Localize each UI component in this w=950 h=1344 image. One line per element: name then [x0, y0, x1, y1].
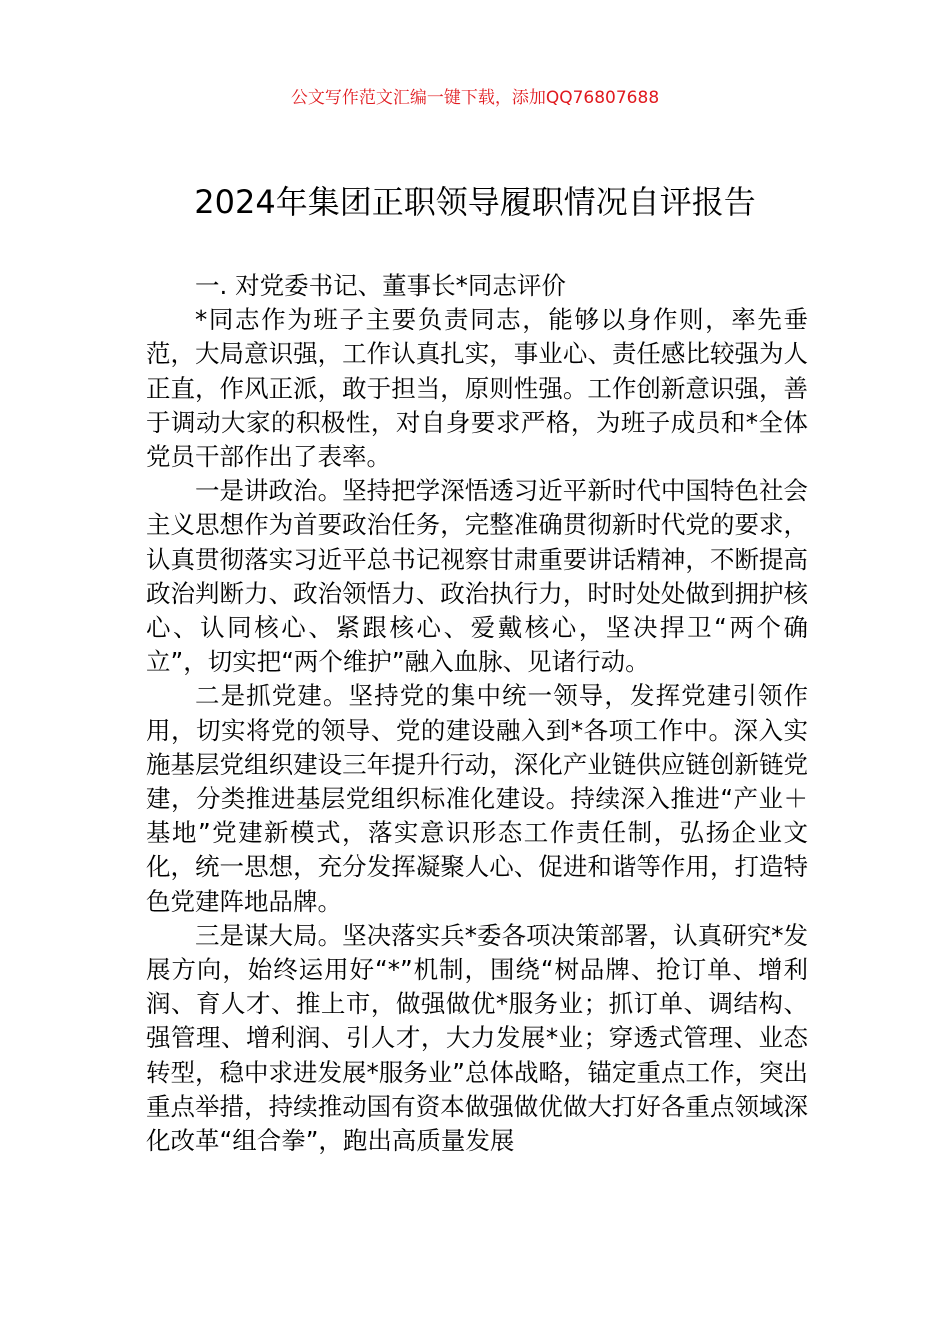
paragraph-party-building: 二是抓党建。坚持党的集中统一领导，发挥党建引领作用，切实将党的领导、党的建设融入到*各项工作中。深入实施基层党组织建设三年提升行动，深化产业链供应链创新链党建，分类推进基层党组织标准化建设。持续深入推进“产业＋基地”党建新模式，落实意识形态工作责任制，弘扬企业文化，统一思想，充分发挥凝聚人心、促进和谐等作用，打造特色党建阵地品牌。 [146, 681, 808, 916]
paragraph-big-picture: 三是谋大局。坚决落实兵*委各项决策部署，认真研究*发展方向，始终运用好“*”机制，围绕“树品牌、抢订单、增利润、育人才、推上市，做强做优*服务业；抓订单、调结构、强管理、增利润、引人才，大力发展*业；穿透式管理、业态转型，稳中求进发展*服务业”总体战略，锚定重点工作，突出重点举措，持续推动国有资本做强做优做大打好各重点领域深化改革“组合拳”，跑出高质量发展 [146, 920, 808, 1156]
paragraph-politics: 一是讲政治。坚持把学深悟透习近平新时代中国特色社会主义思想作为首要政治任务，完整准确贯彻新时代党的要求，认真贯彻落实习近平总书记视察甘肃重要讲话精神，不断提高政治判断力、政治领悟力、政治执行力，时时处处做到拥护核心、认同核心、紧跟核心、爱戴核心，坚决捍卫“两个确立”，切实把“两个维护”融入血脉、见诸行动。 [146, 476, 808, 677]
header-watermark: 公文写作范文汇编一键下载，添加QQ76807688 [290, 88, 660, 108]
section-heading: 一. 对党委书记、董事长*同志评价 [195, 271, 566, 300]
document-title: 2024年集团正职领导履职情况自评报告 [194, 183, 756, 221]
document-body [146, 269, 808, 1158]
paragraph-evaluation: *同志作为班子主要负责同志，能够以身作则，率先垂范，大局意识强，工作认真扎实，事业心、责任感比较强为人正直，作风正派，敢于担当，原则性强。工作创新意识强，善于调动大家的积极性，对自身要求严格，为班子成员和*全体党员干部作出了表率。 [146, 305, 808, 472]
